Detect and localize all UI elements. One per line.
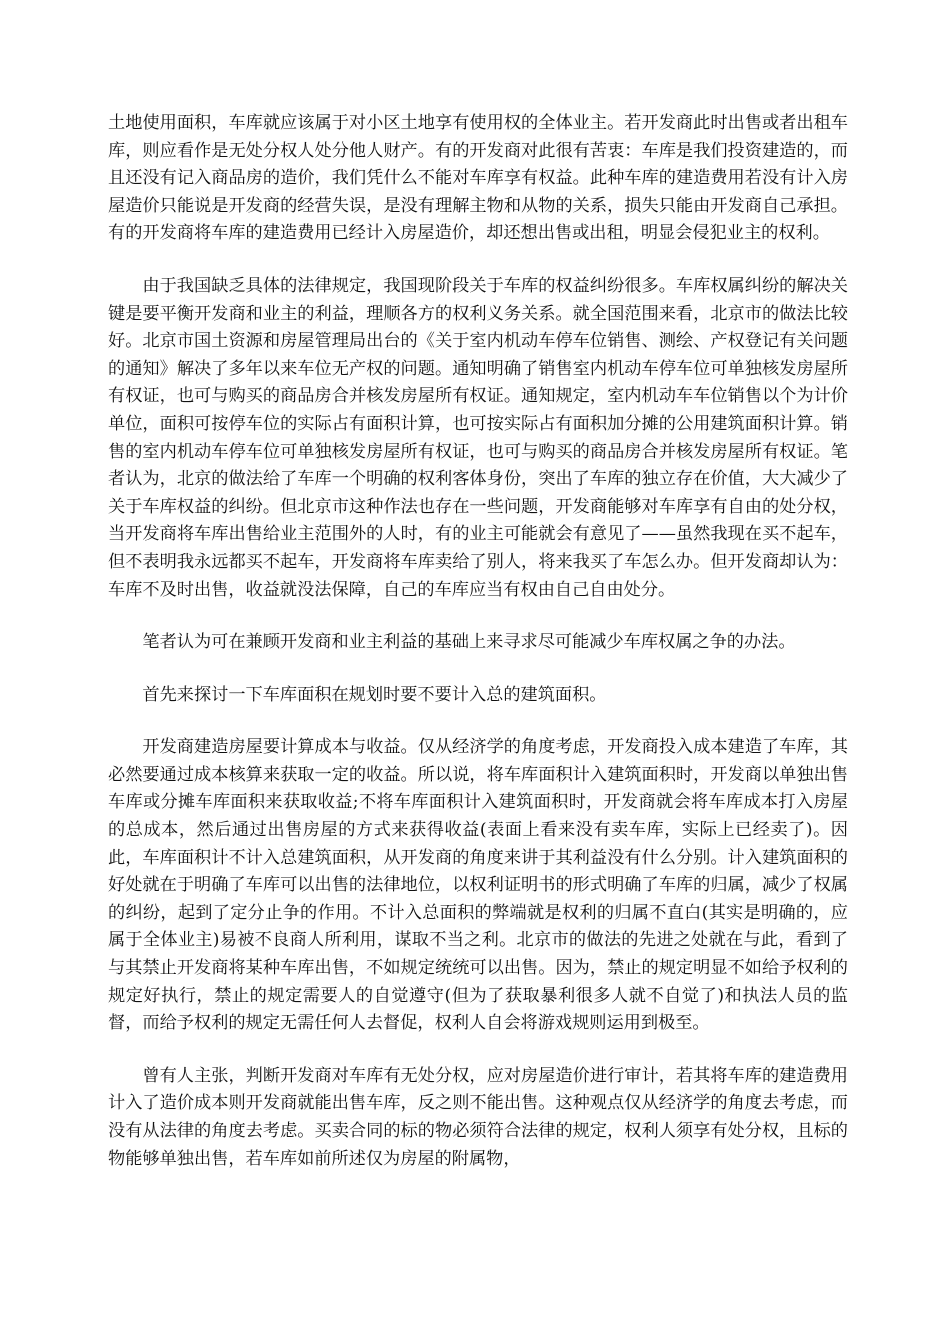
paragraph-5: 开发商建造房屋要计算成本与收益。仅从经济学的角度考虑，开发商投入成本建造了车库，其必然要通过成本核算来获取一定的收益。所以说，将车库面积计入建筑面积时，开发商以单独出售车库或分摊车库面积来获取收益;不将车库面积计入建筑面积时，开发商就会将车库成本打入房屋的总成本，然后通过出售房屋的方式来获得收益(表面上看来没有卖车库，实际上已经卖了)。因此，车库面积计不计入总建筑面积，从开发商的角度来讲于其利益没有什么分别。计入建筑面积的好处就在于明确了车库可以出售的法律地位，以权利证明书的形式明确了车库的归属，减少了权属的纠纷，起到了定分止争的作用。不计入总面积的弊端就是权利的归属不直白(其实是明确的，应属于全体业主)易被不良商人所利用，谋取不当之利。北京市的做法的先进之处就在与此，看到了与其禁止开发商将某种车库出售，不如规定统统可以出售。因为，禁止的规定明显不如给予权利的规定好执行，禁止的规定需要人的自觉遵守(但为了获取暴利很多人就不自觉了)和执法人员的监督，而给予权利的规定无需任何人去督促，权利人自会将游戏规则运用到极至。 bbox=[108, 737, 848, 1034]
document-body bbox=[108, 110, 848, 1198]
paragraph-4: 首先来探讨一下车库面积在规划时要不要计入总的建筑面积。 bbox=[142, 684, 607, 705]
paragraph-6: 曾有人主张，判断开发商对车库有无处分权，应对房屋造价进行审计，若其将车库的建造费用计入了造价成本则开发商就能出售车库，反之则不能出售。这种观点仅从经济学的角度去考虑，而没有从法律的角度去考虑。买卖合同的标的物必须符合法律的规定，权利人须享有处分权，且标的物能够单独出售，若车库如前所述仅为房屋的附属物， bbox=[108, 1065, 848, 1169]
paragraph-3: 笔者认为可在兼顾开发商和业主利益的基础上来寻求尽可能减少车库权属之争的办法。 bbox=[142, 632, 796, 653]
paragraph-1: 土地使用面积，车库就应该属于对小区土地享有使用权的全体业主。若开发商此时出售或者出租车库，则应看作是无处分权人处分他人财产。有的开发商对此很有苦衷：车库是我们投资建造的，而且还没有记入商品房的造价，我们凭什么不能对车库享有权益。此种车库的建造费用若没有计入房屋造价只能说是开发商的经营失误，是没有理解主物和从物的关系，损失只能由开发商自己承担。有的开发商将车库的建造费用已经计入房屋造价，却还想出售或出租，明显会侵犯业主的权利。 bbox=[108, 113, 848, 244]
paragraph-2: 由于我国缺乏具体的法律规定，我国现阶段关于车库的权益纠纷很多。车库权属纠纷的解决关键是要平衡开发商和业主的利益，理顺各方的权利义务关系。就全国范围来看，北京市的做法比较好。北京市国土资源和房屋管理局出台的《关于室内机动车停车位销售、测绘、产权登记有关问题的通知》解决了多年以来车位无产权的问题。通知明确了销售室内机动车停车位可单独核发房屋所有权证，也可与购买的商品房合并核发房屋所有权证。通知规定，室内机动车车位销售以个为计价单位，面积可按停车位的实际占有面积计算，也可按实际占有面积加分摊的公用建筑面积计算。销售的室内机动车停车位可单独核发房屋所有权证，也可与购买的商品房合并核发房屋所有权证。笔者认为，北京的做法给了车库一个明确的权利客体身份，突出了车库的独立存在价值，大大减少了关于车库权益的纠纷。但北京市这种作法也存在一些问题，开发商能够对车库享有自由的处分权，当开发商将车库出售给业主范围外的人时，有的业主可能就会有意见了——虽然我现在买不起车，但不表明我永远都买不起车，开发商将车库卖给了别人，将来我买了车怎么办。但开发商却认为：车库不及时出售，收益就没法保障，自己的车库应当有权由自己自由处分。 bbox=[108, 275, 848, 600]
